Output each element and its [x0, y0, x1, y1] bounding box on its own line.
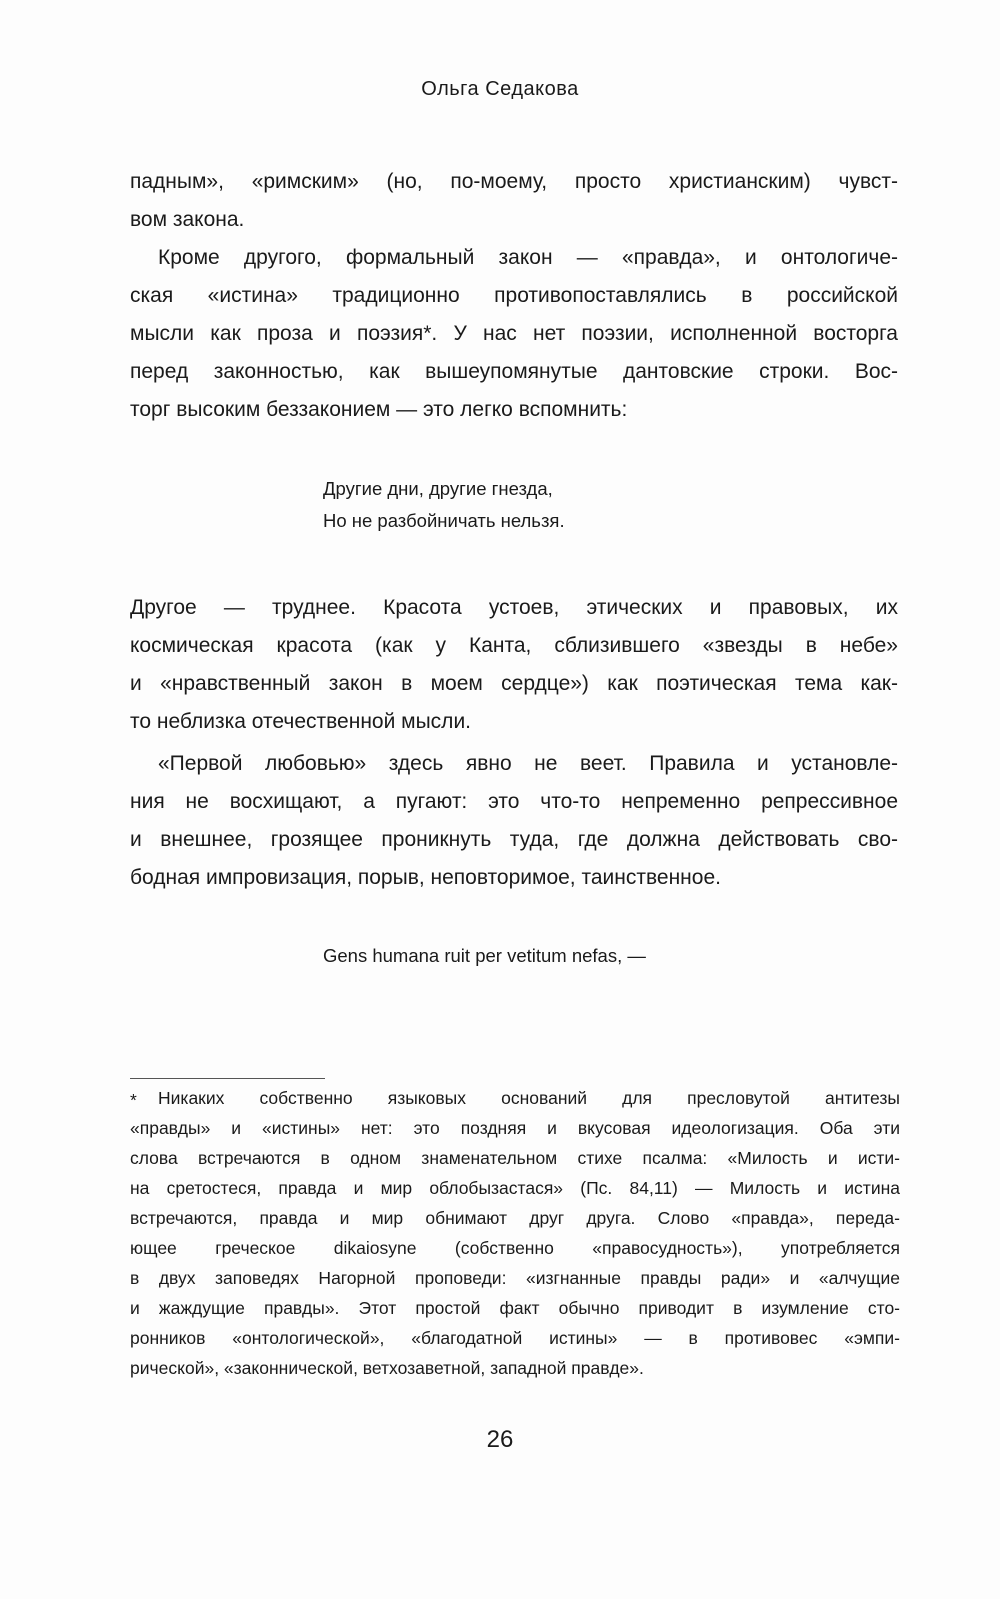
page-number: 26 — [486, 1426, 514, 1453]
text-line: Кроме другого, формальный закон — «правда», и онтологиче- — [158, 246, 898, 269]
text-line: Другое — труднее. Красота устоев, этических и правовых, их — [130, 596, 898, 619]
footnote-line: встречаются, правда и мир обнимают друг друга. Слово «правда», переда- — [130, 1208, 900, 1228]
footnote-line: рической», «законнической, ветхозаветной, западной правде». — [130, 1358, 644, 1378]
footnote-line: на сретостеся, правда и мир облобызастася» (Пс. 84,11) — Милость и истина — [130, 1178, 900, 1198]
footnote-line: Никаких собственно языковых оснований для пресловутой антитезы — [158, 1088, 900, 1108]
text-line: торг высоким беззаконием — это легко вспомнить: — [130, 398, 628, 421]
footnote-line: ронников «онтологической», «благодатной истины» — в противовес «эмпи- — [130, 1328, 900, 1348]
footnote-line: и жаждущие правды». Этот простой факт обычно приводит в изумление сто- — [130, 1298, 900, 1318]
running-header: Ольга Седакова — [421, 78, 579, 100]
text-line: падным», «римским» (но, по-моему, просто христианским) чувст- — [130, 170, 898, 193]
text-line: бодная импровизация, порыв, неповторимое, таинственное. — [130, 866, 721, 889]
footnote-line: слова встречаются в одном знаменательном стихе псалма: «Милость и исти- — [130, 1148, 900, 1168]
text-line: «Первой любовью» здесь явно не веет. Правила и установле- — [158, 752, 898, 775]
text-line: перед законностью, как вышеупомянутые дантовские строки. Вос- — [130, 360, 898, 383]
text-line: мысли как проза и поэзия*. У нас нет поэзии, исполненной восторга — [130, 322, 898, 345]
text-line: и «нравственный закон в моем сердце») как поэтическая тема как- — [130, 672, 898, 695]
text-line: вом закона. — [130, 208, 245, 231]
verse-line: Но не разбойничать нельзя. — [323, 510, 565, 531]
verse-line: Другие дни, другие гнезда, — [323, 478, 553, 499]
text-line: ская «истина» традиционно противопоставлялись в российской — [130, 284, 898, 307]
footnote-marker: * — [130, 1090, 137, 1110]
footnote-divider — [130, 1078, 325, 1079]
text-line: ния не восхищают, а пугают: это что-то непременно репрессивное — [130, 790, 898, 813]
text-line: космическая красота (как у Канта, сблизившего «звезды в небе» — [130, 634, 898, 657]
text-line: и внешнее, грозящее проникнуть туда, где должна действовать сво- — [130, 828, 898, 851]
text-line: то неблизка отечественной мысли. — [130, 710, 472, 733]
footnote-line: в двух заповедях Нагорной проповеди: «изгнанные правды ради» и «алчущие — [130, 1268, 900, 1288]
footnote-line: «правды» и «истины» нет: это поздняя и вкусовая идеологизация. Оба эти — [130, 1118, 900, 1138]
verse-line: Gens humana ruit per vetitum nefas, — — [323, 945, 646, 966]
footnote-line: ющее греческое dikaiosyne (собственно «правосудность»), употребляется — [130, 1238, 900, 1258]
